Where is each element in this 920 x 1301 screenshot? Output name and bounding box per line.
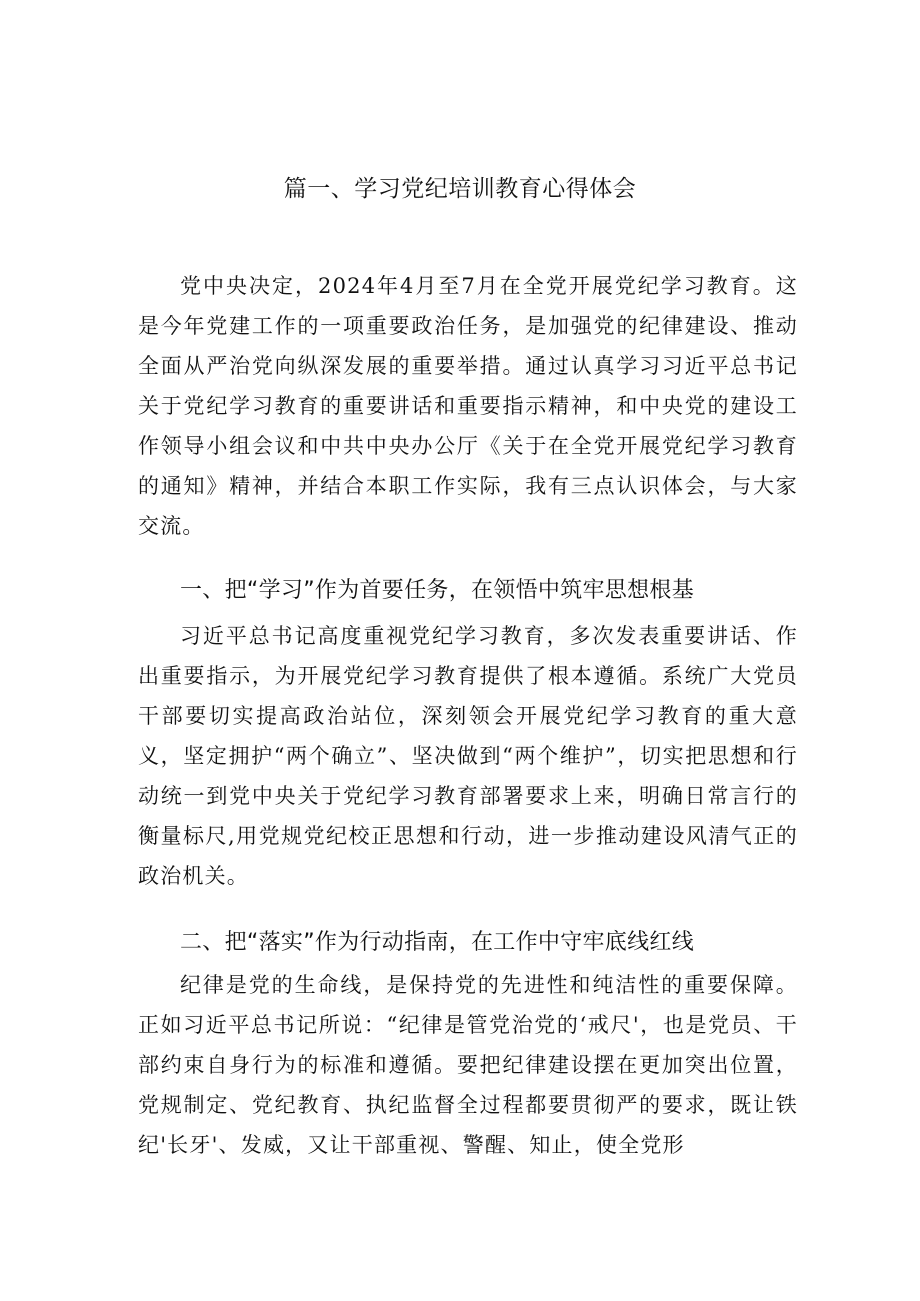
paragraph-section-1: 习近平总书记高度重视党纪学习教育，多次发表重要讲话、作出重要指示，为开展党纪学习教育提供了根本遵循。系统广大党员干部要切实提高政治站位，深刻领会开展党纪学习教育的重大意义，坚定拥护“两个确立”、坚决做到“两个维护”，切实把思想和行动统一到党中央关于党纪学习教育部署要求上来，明确日常言行的衡量标尺,用党规党纪校正思想和行动，进一步推动建设风清气正的政治机关。	[138, 624, 798, 888]
section-heading-1: 一、把“学习”作为首要任务，在领悟中筑牢思想根基	[180, 578, 694, 603]
section-heading-2: 二、把“落实”作为行动指南，在工作中守牢底线红线	[180, 930, 694, 955]
document-title: 篇一、学习党纪培训教育心得体会	[283, 176, 637, 202]
paragraph-intro: 党中央决定，2024年4月至7月在全党开展党纪学习教育。这是今年党建工作的一项重要政治任务，是加强党的纪律建设、推动全面从严治党向纵深发展的重要举措。通过认真学习习近平总书记关于党纪学习教育的重要讲话和重要指示精神，和中央党的建设工作领导小组会议和中共中央办公厅《关于在全党开展党纪学习教育的通知》精神，并结合本职工作实际，我有三点认识体会，与大家交流。	[138, 274, 798, 538]
paragraph-section-2: 纪律是党的生命线，是保持党的先进性和纯洁性的重要保障。正如习近平总书记所说：“纪律是管党治党的‘戒尺'，也是党员、干部约束自身行为的标准和遵循。要把纪律建设摆在更加突出位置，党规制定、党纪教育、执纪监督全过程都要贯彻严的要求，既让铁纪'长牙'、发威，又让干部重视、警醒、知止，使全党形	[138, 973, 798, 1157]
